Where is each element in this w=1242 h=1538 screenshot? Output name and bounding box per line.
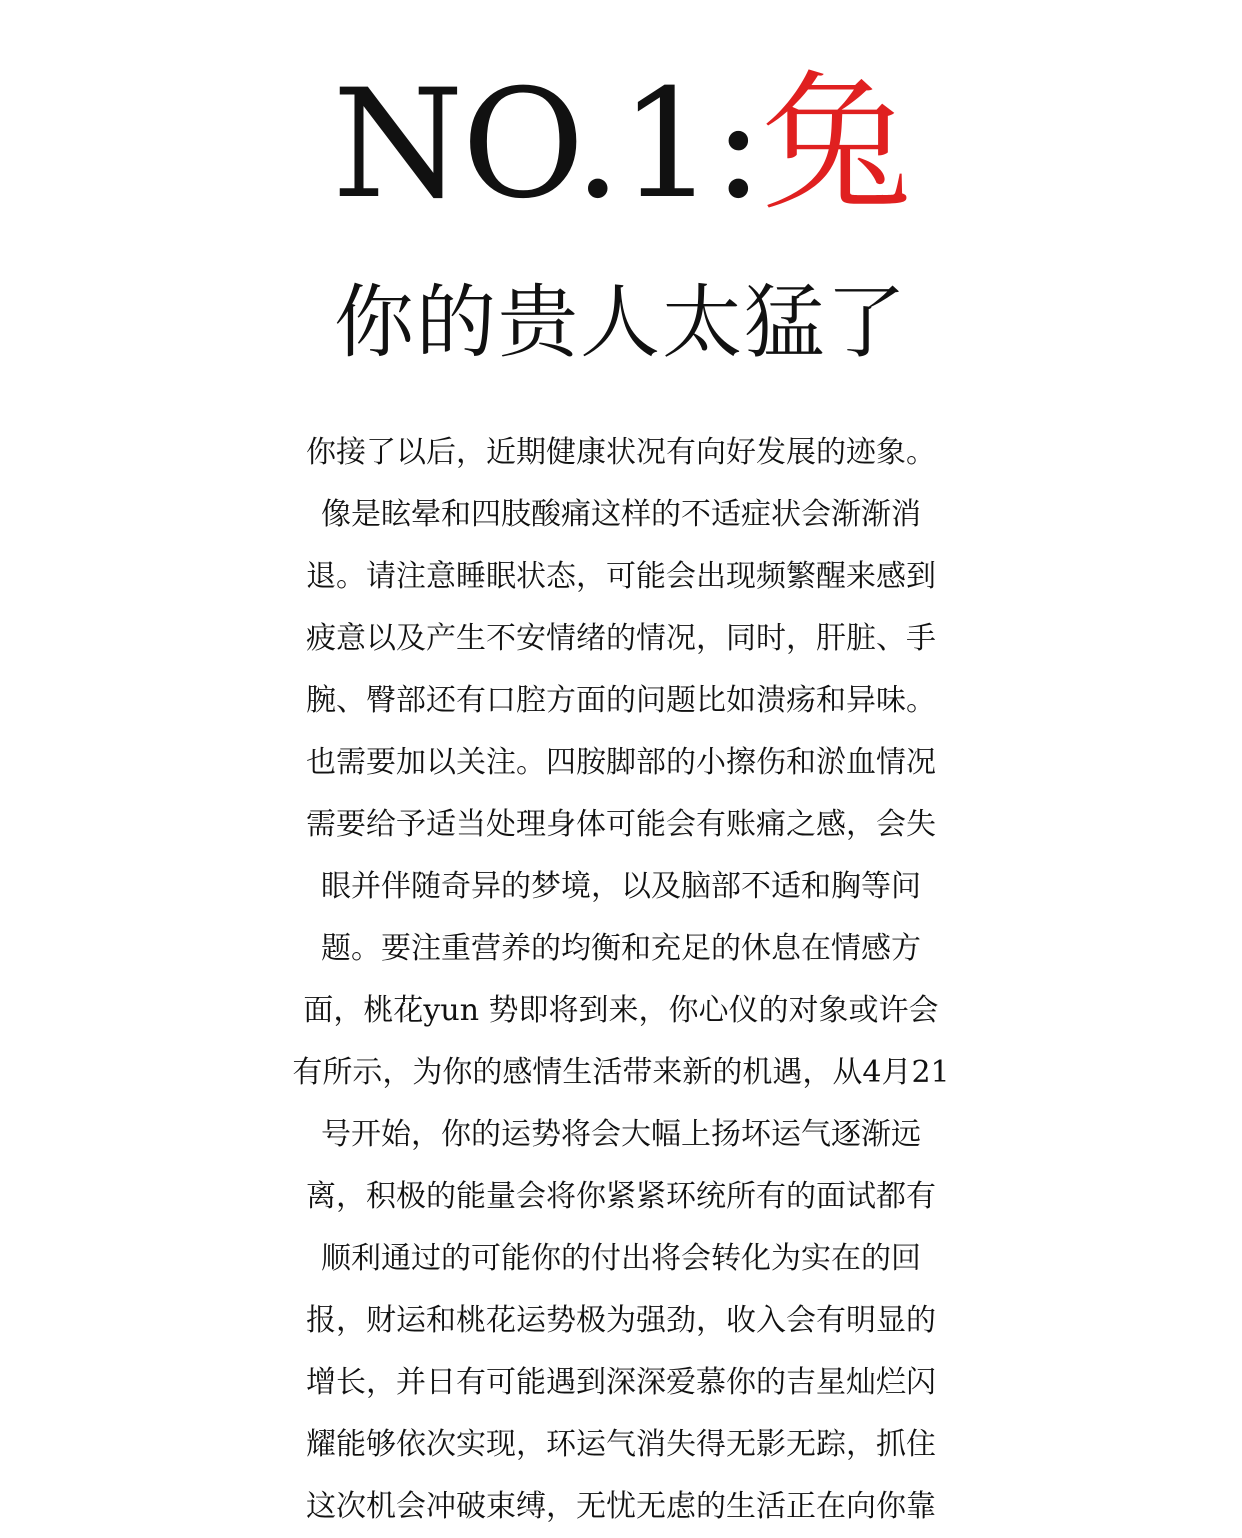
body-line: 腕、臀部还有口腔方面的问题比如溃疡和异味。 bbox=[306, 683, 936, 718]
body-line: 这次机会冲破束缚，无忧无虑的生活正在向你靠 bbox=[306, 1489, 936, 1524]
title-zodiac: 兔 bbox=[761, 58, 910, 232]
body-line: 顺利通过的可能你的付出将会转化为实在的回 bbox=[321, 1241, 921, 1276]
body-line: 面，桃花yun 势即将到来，你心仪的对象或许会 bbox=[303, 993, 939, 1028]
body-line: 也需要加以关注。四胺脚部的小擦伤和淤血情况 bbox=[306, 745, 936, 780]
body-line: 号开始，你的运势将会大幅上扬坏运气逐渐远 bbox=[321, 1117, 921, 1152]
page-subtitle: 你的贵人太猛了 bbox=[334, 276, 908, 369]
body-line: 耀能够依次实现，环运气消失得无影无踪，抓住 bbox=[306, 1427, 936, 1462]
body-line: 报，财运和桃花运势极为强劲，收入会有明显的 bbox=[306, 1303, 936, 1338]
body-line: 题。要注重营养的均衡和充足的休息在情感方 bbox=[321, 931, 921, 966]
body-line: 增长，并日有可能遇到深深爱慕你的吉星灿烂闪 bbox=[306, 1365, 936, 1400]
body-line: 你接了以后，近期健康状况有向好发展的迹象。 bbox=[306, 435, 936, 470]
body-line: 像是眩晕和四肢酸痛这样的不适症状会渐渐消 bbox=[321, 497, 921, 532]
body-line: 需要给予适当处理身体可能会有账痛之感，会失 bbox=[306, 807, 936, 842]
body-paragraph bbox=[0, 422, 1242, 1538]
body-line: 疲意以及产生不安情绪的情况，同时，肝脏、手 bbox=[306, 621, 936, 656]
body-line: 退。请注意睡眠状态，可能会出现频繁醒来感到 bbox=[306, 559, 936, 594]
body-line: 离，积极的能量会将你紧紧环统所有的面试都有 bbox=[306, 1179, 936, 1214]
body-line: 眼并伴随奇异的梦境，以及脑部不适和胸等问 bbox=[321, 869, 921, 904]
title-prefix: NO.1: bbox=[332, 58, 762, 232]
page-title bbox=[0, 60, 1242, 230]
body-line: 有所示，为你的感情生活带来新的机遇，从4月21 bbox=[292, 1055, 950, 1090]
